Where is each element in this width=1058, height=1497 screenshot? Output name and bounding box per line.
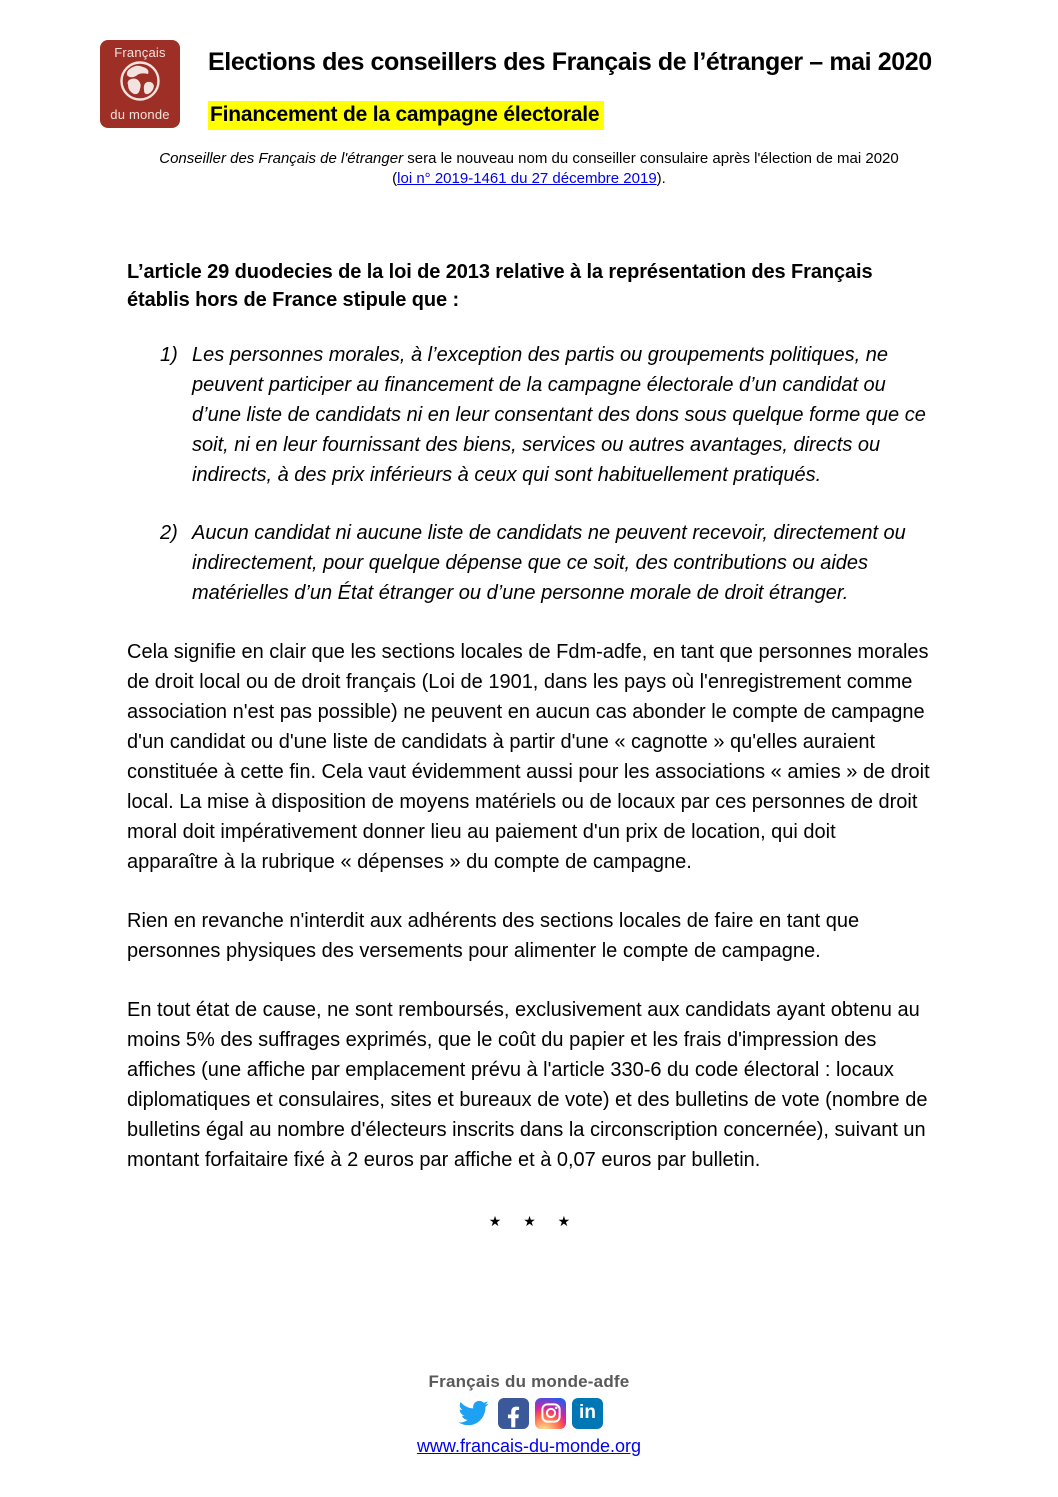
instagram-icon[interactable] [535,1398,566,1429]
list-item-marker: 2) [160,522,178,544]
note-paren-open: ( [392,170,398,187]
body-paragraph: En tout état de cause, ne sont remboursés, exclusivement aux candidats ayant obtenu au moins 5% des suffrages exprimés, que le coût du papier et les frais d'impression des affiches (une affiche par emplacement prévu à l'article 330-6 du code électoral : locaux diplomatiques et consulaires, sites et bureaux de vote) et des bulletins de vote (nombre de bulletins égal au nombre d'électeurs inscrits dans la circonscription concernée), suivant un montant forfaitaire fixé à 2 euros par affiche et à 0,07 euros par bulletin. [127,999,928,1171]
footer-org-name: Français du monde-adfe [428,1372,630,1391]
note-plain-text: sera le nouveau nom du conseiller consulaire après l'élection de mai 2020 [403,150,899,167]
footer [0,1372,1058,1457]
list-item [160,518,932,608]
note-italic-text: Conseiller des Français de l'étranger [159,150,404,167]
list-item-text: Aucun candidat ni aucune liste de candidats ne peuvent recevoir, directement ou indirectement, pour quelque dépense que ce soit, des contributions ou aides matérielles d’un État étranger ou d’une personne morale de droit étranger. [192,522,906,604]
francais-du-monde-logo [100,40,180,128]
document-body [127,258,932,1230]
globe-icon [119,60,161,107]
note-paren-close: ). [656,170,666,187]
law-quote-list [127,340,932,608]
linkedin-icon[interactable] [572,1398,603,1429]
linkedin-label: in [579,1401,596,1423]
stars-separator: ★ ★ ★ [488,1213,580,1229]
page-title: Elections des conseillers des Français de l’étranger – mai 2020 [208,48,932,76]
list-item-marker: 1) [160,344,178,366]
logo-text-top: Français [114,45,166,60]
law-link[interactable]: loi n° 2019-1461 du 27 décembre 2019 [397,170,657,187]
social-icons-row [0,1397,1058,1429]
facebook-icon[interactable] [498,1398,529,1429]
list-item [160,340,932,490]
body-paragraph: Cela signifie en clair que les sections locales de Fdm-adfe, en tant que personnes morales de droit local ou de droit français (Loi de 1901, dans les pays où l'enregistrement comme association n'est pas possible) ne peuvent en aucun cas abonder le compte de campagne d'un candidat ou d'une liste de candidats à partir d'une « cagnotte » qu'elles auraient constituée à cette fin. Cela vaut évidemment aussi pour les associations « amies » de droit local. La mise à disposition de moyens matériels ou de locaux par ces personnes de droit moral doit impérativement donner lieu au paiement d'un prix de location, qui doit apparaître à la rubrique « dépenses » du compte de campagne. [127,641,930,873]
twitter-icon[interactable] [455,1398,492,1428]
list-item-text: Les personnes morales, à l’exception des partis ou groupements politiques, ne peuvent participer au financement de la campagne électorale d’un candidat ou d’une liste de candidats ni en leur consentant des dons sous quelque forme que ce soit, ni en leur fournissant des biens, services ou autres avantages, directs ou indirects, à des prix inférieurs à ceux qui sont habituellement pratiqués. [192,344,926,486]
header-note [0,149,1058,189]
website-link[interactable]: www.francais-du-monde.org [416,1436,642,1456]
body-paragraph: Rien en revanche n'interdit aux adhérents des sections locales de faire en tant que personnes physiques des versements pour alimenter le compte de campagne. [127,910,860,962]
logo-text-bottom: du monde [110,107,170,122]
intro-paragraph: L’article 29 duodecies de la loi de 2013 relative à la représentation des Français établis hors de France stipule que : [127,261,873,311]
highlighted-subtitle: Financement de la campagne électorale [208,101,604,130]
